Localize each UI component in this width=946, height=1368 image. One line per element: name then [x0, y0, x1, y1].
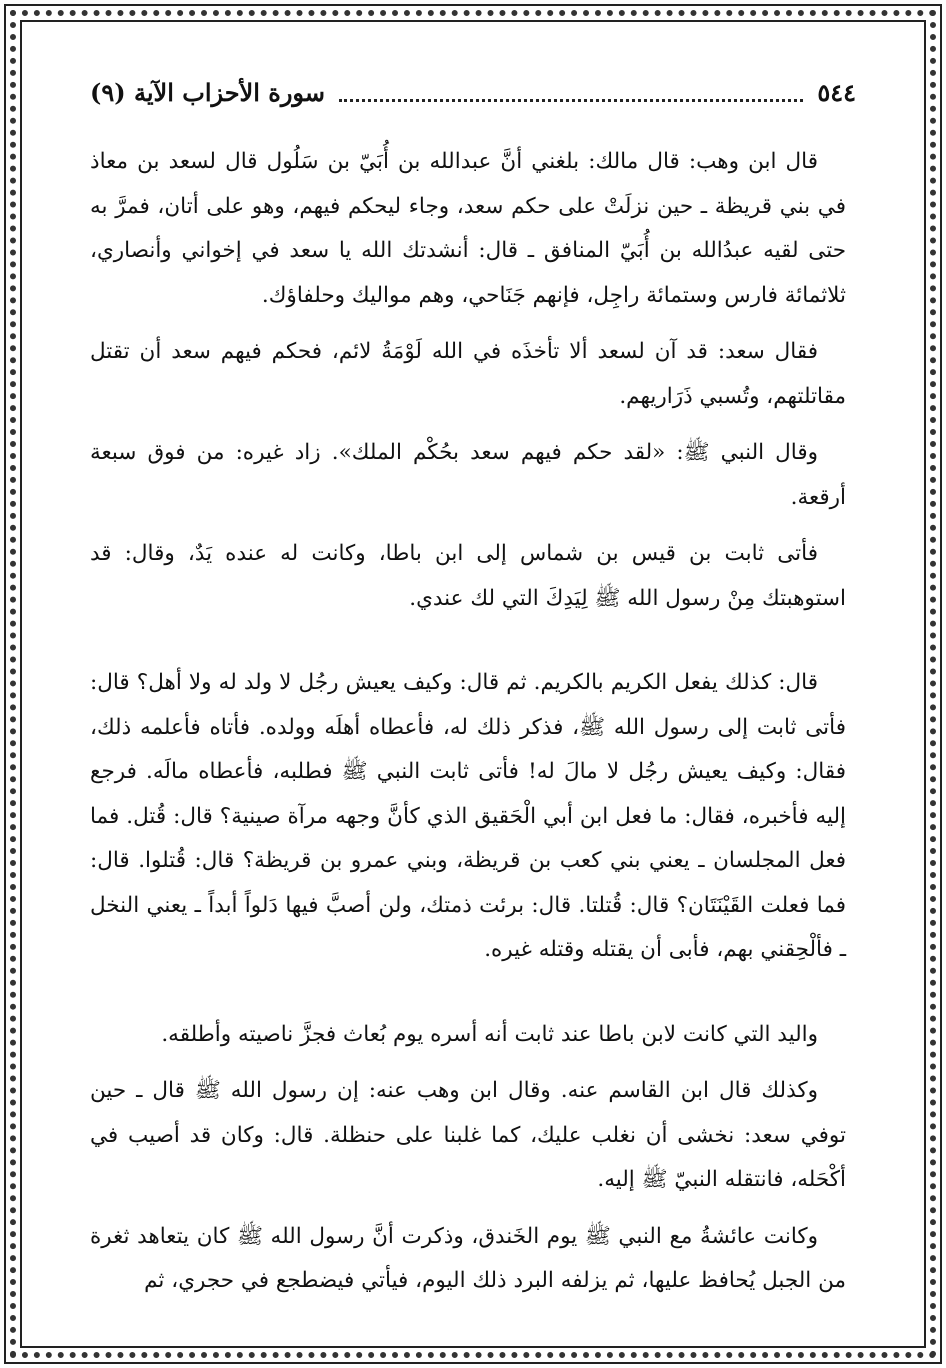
running-title: سورة الأحزاب الآية (٩)	[90, 77, 325, 107]
page-header	[90, 72, 856, 112]
paragraph: قال: كذلك يفعل الكريم بالكريم. ثم قال: وكيف يعيش رجُل لا ولد له ولا أهل؟ قال: فأتى ثابت إلى رسول الله ﷺ، فذكر ذلك له، فأعطاه أهلَه وولده. فأتاه فأعلمه ذلك، فقال: وكيف يعيش رجُل لا مالَ له! فأتى ثابت النبي ﷺ فطلبه، فأعطاه مالَه. فرجع إليه فأخبره، فقال: ما فعل ابن أبي الْحَقيق الذي كأنَّ وجهه مرآة صينية؟ قال: قُتل. فما فعل المجلسان ـ يعني بني كعب بن قريظة، وبني عمرو بن قريظة؟ قال: قُتلوا. قال: فما فعلت القَيْنَتَان؟ قال: قُتلتا. قال: برئت ذمتك، ولن أصبَّ فيها دَلواً أبداً ـ يعني النخل ـ فألْحِقني بهم، فأبى أن يقتله وقتله غيره.	[90, 670, 846, 962]
paragraph: وكذلك قال ابن القاسم عنه. وقال ابن وهب عنه: إن رسول الله ﷺ قال ـ حين توفي سعد: نخشى أن نغلب عليك، كما غلبنا على حنظلة. قال: وكان قد أصيب في أكْحَله، فانتقله النبيّ ﷺ إليه.	[90, 1078, 846, 1192]
paragraph: قال ابن وهب: قال مالك: بلغني أنَّ عبدالله بن أُبَيّ بن سَلُول قال لسعد بن معاذ في بني قريظة ـ حين نزلَتْ على حكم سعد، وجاء ليحكم فيهم، وهو على أتان، فمرَّ به حتى لقيه عبدُالله بن أُبَيّ المنافق ـ قال: أنشدتك الله يا سعد في إخواني وأنصاري، ثلاثمائة فارس وستمائة راجِل، فإنهم جَنَاحي، وهم مواليك وحلفاؤك.	[90, 149, 846, 308]
paragraph: فأتى ثابت بن قيس بن شماس إلى ابن باطا، وكانت له عنده يَدٌ، وقال: قد استوهبتك مِنْ رسول الله ﷺ لِيَدِكَ التي لك عندي.	[90, 541, 846, 611]
page-body	[90, 140, 846, 1316]
paragraph: فقال سعد: قد آن لسعد ألا تأخذَه في الله لَوْمَةُ لائم، فحكم فيهم سعد أن تقتل مقاتلتهم، وتُسبي ذَرَاريهم.	[90, 339, 846, 409]
paragraph: وقال النبي ﷺ: «لقد حكم فيهم سعد بحُكْم الملك». زاد غيره: من فوق سبعة أرقعة.	[90, 440, 846, 510]
page-number: ٥٤٤	[817, 77, 856, 107]
paragraph: واليد التي كانت لابن باطا عند ثابت أنه أسره يوم بُعاث فجزَّ ناصيته وأطلقه.	[161, 1021, 818, 1047]
paragraph: وكانت عائشةُ مع النبي ﷺ يوم الخَندق، وذكرت أنَّ رسول الله ﷺ كان يتعاهد ثغرة من الجبل يُحافظ عليها، ثم يزلفه البرد ذلك اليوم، فيأتي فيضطجع في حجري، ثم	[90, 1223, 846, 1293]
header-dot-leader	[339, 83, 803, 102]
